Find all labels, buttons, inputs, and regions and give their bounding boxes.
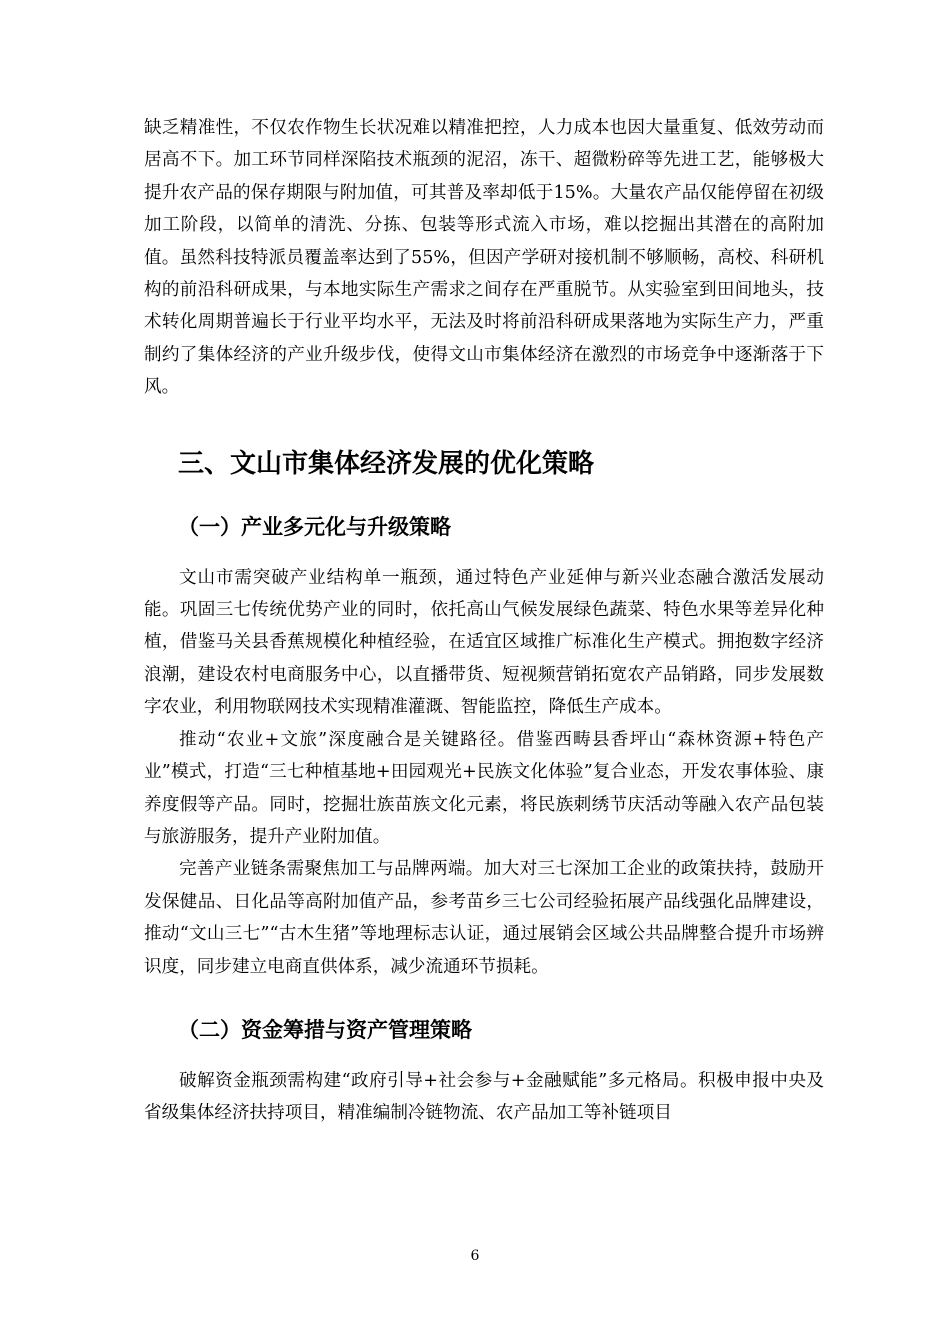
subsection-1-paragraph: 推动“农业+文旅”深度融合是关键路径。借鉴西畴县香坪山“森林资源+特色产业”模式，打造“三七种植基地+田园观光+民族文化体验”复合业态，开发农事体验、康养度假等产品。同时，挖掘壮族苗族文化元素，将民族刺绣节庆活动等融入农产品包装与旅游服务，提升产业附加值。: [144, 729, 824, 847]
section-heading: 三、文山市集体经济发展的优化策略: [178, 448, 595, 479]
subsection-1-paragraph: 完善产业链条需聚焦加工与品牌两端。加大对三七深加工企业的政策扶持，鼓励开发保健品、日化品等高附加值产品，参考苗乡三七公司经验拓展产品线强化品牌建设，推动“文山三七”“古木生猪”等地理标志认证，通过展销会区域公共品牌整合提升市场辨识度，同步建立电商直供体系，减少流通环节损耗。: [144, 859, 824, 977]
subsection-2-heading: （二）资金筹措与资产管理策略: [178, 1017, 472, 1042]
subsection-1-paragraph: 文山市需突破产业结构单一瓶颈，通过特色产业延伸与新兴业态融合激活发展动能。巩固三七传统优势产业的同时，依托高山气候发展绿色蔬菜、特色水果等差异化种植，借鉴马关县香蕉规模化种植经验，在适宜区域推广标准化生产模式。拥抱数字经济浪潮，建设农村电商服务中心，以直播带货、短视频营销拓宽农产品销路，同步发展数字农业，利用物联网技术实现精准灌溉、智能监控，降低生产成本。: [144, 567, 824, 718]
subsection-2-paragraph: 破解资金瓶颈需构建“政府引导+社会参与+金融赋能”多元格局。积极申报中央及省级集体经济扶持项目，精准编制冷链物流、农产品加工等补链项目: [144, 1070, 824, 1124]
page-content: [144, 112, 824, 1130]
subsection-1-heading: （一）产业多元化与升级策略: [178, 514, 451, 539]
intro-paragraph: 缺乏精准性，不仅农作物生长状况难以精准把控，人力成本也因大量重复、低效劳动而居高不下。加工环节同样深陷技术瓶颈的泥沼，冻干、超微粉碎等先进工艺，能够极大提升农产品的保存期限与附加值，可其普及率却低于15%。大量农产品仅能停留在初级加工阶段，以简单的清洗、分拣、包装等形式流入市场，难以挖掘出其潜在的高附加值。虽然科技特派员覆盖率达到了55%，但因产学研对接机制不够顺畅，高校、科研机构的前沿科研成果，与本地实际生产需求之间存在严重脱节。从实验室到田间地头，技术转化周期普遍长于行业平均水平，无法及时将前沿科研成果落地为实际生产力，严重制约了集体经济的产业升级步伐，使得文山市集体经济在激烈的市场竞争中逐渐落于下风。: [144, 118, 824, 398]
page-number: 6: [470, 1248, 480, 1264]
